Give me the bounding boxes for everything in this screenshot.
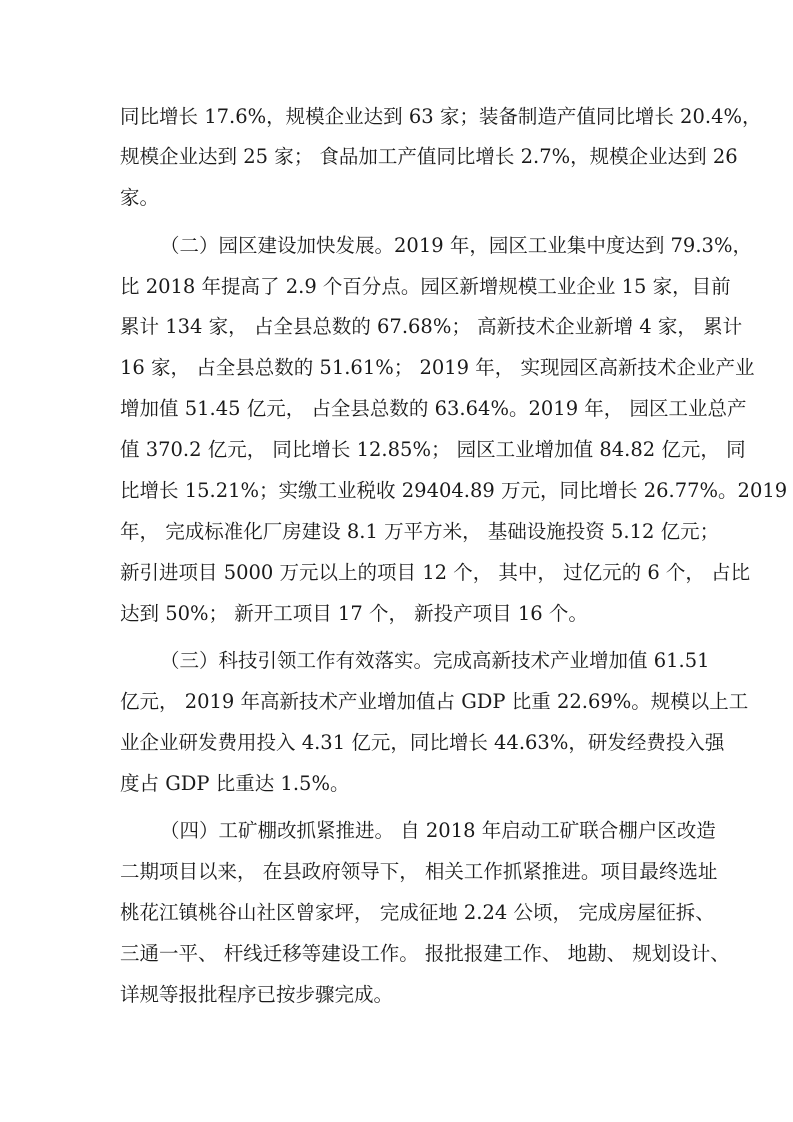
text-line: 桃花江镇桃谷山社区曾家坪， 完成征地 2.24 公顷， 完成房屋征拆、 bbox=[120, 901, 715, 924]
text-line: 同比增长 17.6%，规模企业达到 63 家；装备制造产值同比增长 20.4%， bbox=[120, 105, 762, 128]
text-line: 达到 50%； 新开工项目 17 个， 新投产项目 16 个。 bbox=[120, 602, 588, 625]
text-line: 业企业研发费用投入 4.31 亿元，同比增长 44.63%，研发经费投入强 bbox=[120, 731, 725, 754]
text-line: 值 370.2 亿元， 同比增长 12.85%； 园区工业增加值 84.82 亿元， 同 bbox=[120, 438, 746, 461]
text-line: 新引进项目 5000 万元以上的项目 12 个， 其中， 过亿元的 6 个， 占比 bbox=[120, 561, 751, 584]
section-heading-line: （四）工矿棚改抓紧推进。 自 2018 年启动工矿联合棚户区改造 bbox=[160, 819, 716, 842]
text-line: 比 2018 年提高了 2.9 个百分点。园区新增规模工业企业 15 家，目前 bbox=[120, 275, 731, 298]
section-heading-line: （二）园区建设加快发展。2019 年，园区工业集中度达到 79.3%， bbox=[160, 234, 752, 257]
text-line: 家。 bbox=[120, 186, 160, 209]
text-line: 规模企业达到 25 家； 食品加工产值同比增长 2.7%，规模企业达到 26 bbox=[120, 145, 738, 168]
text-line: 二期项目以来， 在县政府领导下， 相关工作抓紧推进。项目最终选址 bbox=[120, 860, 718, 883]
section-heading-line: （三）科技引领工作有效落实。完成高新技术产业增加值 61.51 bbox=[160, 649, 710, 672]
text-line: 三通一平、 杆线迁移等建设工作。 报批报建工作、 地勘、 规划设计、 bbox=[120, 942, 730, 965]
text-line: 增加值 51.45 亿元， 占全县总数的 63.64%。2019 年， 园区工业总产 bbox=[120, 397, 747, 420]
text-line: 详规等报批程序已按步骤完成。 bbox=[120, 983, 394, 1006]
text-line: 比增长 15.21%；实缴工业税收 29404.89 万元，同比增长 26.77%。2019 bbox=[120, 479, 788, 502]
text-line: 累计 134 家， 占全县总数的 67.68%； 高新技术企业新增 4 家， 累计 bbox=[120, 315, 743, 338]
text-line: 年， 完成标准化厂房建设 8.1 万平方米， 基础设施投资 5.12 亿元； bbox=[120, 520, 720, 543]
text-line: 度占 GDP 比重达 1.5%。 bbox=[120, 772, 350, 795]
text-line: 16 家， 占全县总数的 51.61%； 2019 年， 实现园区高新技术企业产业 bbox=[120, 356, 755, 379]
text-line: 亿元， 2019 年高新技术产业增加值占 GDP 比重 22.69%。规模以上工 bbox=[120, 690, 749, 713]
